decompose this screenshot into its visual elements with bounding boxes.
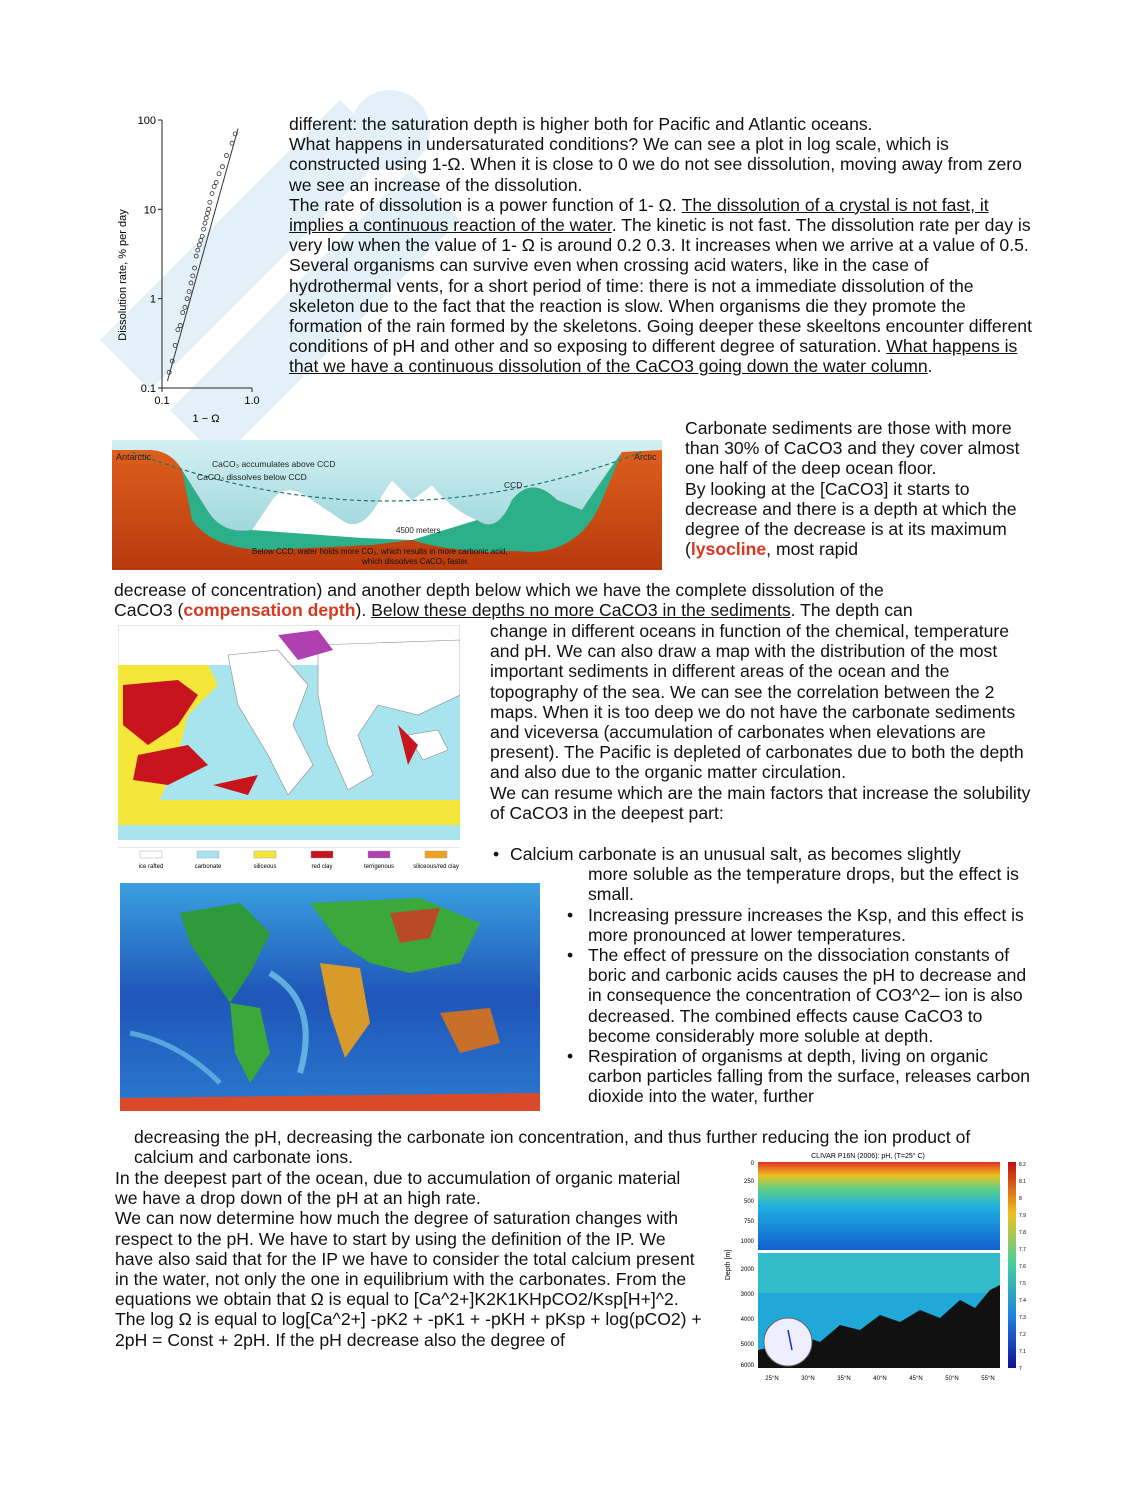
bullet-item-3 bbox=[490, 945, 1035, 1046]
bullet-text: Calcium carbonate is an unusual salt, as becomes slightly bbox=[510, 844, 961, 864]
data-point bbox=[183, 305, 187, 309]
depth-tick-label: 6000 bbox=[740, 1363, 754, 1369]
latitude-tick-label: 45°N bbox=[909, 1376, 923, 1382]
legend-label: carbonate bbox=[194, 864, 222, 870]
legend-swatch bbox=[140, 851, 162, 858]
data-point bbox=[176, 328, 180, 332]
bullet-item-4 bbox=[490, 1046, 1035, 1107]
bullet-list bbox=[490, 844, 1035, 1107]
text-block-2 bbox=[685, 418, 1035, 559]
data-point bbox=[196, 248, 200, 252]
latitude-tick-label: 40°N bbox=[873, 1376, 887, 1382]
y-tick-label: 0.1 bbox=[140, 383, 156, 395]
data-point bbox=[197, 243, 201, 247]
text-run: The rate of dissolution is a power function of 1- Ω. bbox=[289, 194, 682, 215]
dissolution-rate-chart bbox=[110, 110, 282, 430]
text-run: By looking at the [CaCO3] it starts to decrease and there is a depth at which the degree of the decrease is at its maximum ( bbox=[685, 478, 1017, 560]
data-point bbox=[194, 254, 198, 258]
y-tick-label: 100 bbox=[137, 115, 156, 127]
depth-label: 4500 meters bbox=[396, 526, 441, 535]
antarctic-label: Antarctic bbox=[116, 452, 152, 462]
chart-fit-line bbox=[167, 129, 238, 381]
depth-tick-label: 4000 bbox=[740, 1317, 754, 1323]
seafloor-topography-map bbox=[120, 883, 540, 1111]
latitude-tick-label: 30°N bbox=[801, 1376, 815, 1382]
bottom-caption-2: which dissolves CaCO₃ faster. bbox=[362, 557, 470, 566]
accumulate-label: CaCO₃ accumulates above CCD bbox=[212, 459, 336, 469]
bullet-item-2 bbox=[490, 905, 1035, 945]
paragraph: What happens in undersaturated conditions? We can see a plot in log scale, which is constructed using 1-Ω. When it is close to 0 we do not see dissolution, moving away from zero we see an increase of the dissolution. bbox=[289, 134, 1022, 195]
paragraph: We can now determine how much the degree of saturation changes with respect to the pH. We have to start by using the definition of the IP. We have also said that for the IP we have to consider the total calcium present in the water, not only the one in equilibrium with the carbonates. From the equations we obtain that Ω is equal to [Ca^2+]K2K1KHpCO2/Ksp[H+]^2. The log Ω is equal to log[Ca^2+] -pK2 + -pK1 + -pKH + pKsp + log(pCO2) + 2pH = Const + 2pH. If the pH decrease also the degree of bbox=[115, 1208, 702, 1350]
depth-tick-label: 3000 bbox=[740, 1292, 754, 1298]
bullet-marker: • bbox=[493, 844, 500, 864]
ccd-ocean-section bbox=[112, 440, 662, 570]
bullet-marker: • bbox=[567, 945, 574, 966]
latitude-tick-label: 55°N bbox=[981, 1376, 995, 1382]
data-point bbox=[189, 281, 193, 285]
arctic-label: Arctic bbox=[634, 452, 657, 462]
data-point bbox=[178, 324, 182, 328]
legend-swatch bbox=[425, 851, 447, 858]
underlined-text: Below these depths no more CaCO3 in the sediments bbox=[371, 600, 791, 621]
bullet-marker: • bbox=[567, 1046, 574, 1067]
legend-label: siliceous/red clay bbox=[413, 864, 459, 870]
data-point bbox=[207, 207, 211, 211]
paragraph: We can resume which are the main factors that increase the solubility of CaCO3 in the deepest part: bbox=[490, 782, 1031, 823]
paragraph bbox=[114, 600, 1034, 620]
bullet-text: Respiration of organisms at depth, living on organic carbon particles falling from the surface, releases carbon dioxide into the water, further bbox=[588, 1046, 1031, 1107]
paragraph: change in different oceans in function of the chemical, temperature and pH. We can also draw a map with the distribution of the most important sediments in different areas of the ocean and the topography of the sea. We can see the correlation between the 2 maps. When it is too deep we do not have the carbonate sediments and viceversa (accumulation of carbonates when elevations are present). The Pacific is depleted of carbonates due to both the depth and also due to the organic matter circulation. bbox=[490, 621, 1024, 783]
legend-label: siliceous bbox=[253, 864, 277, 870]
data-point bbox=[202, 227, 206, 231]
sediment-distribution-map bbox=[118, 625, 460, 870]
chart-y-label: Dissolution rate, % per day bbox=[117, 209, 129, 341]
colorbar-tick-label: 7.8 bbox=[1019, 1230, 1026, 1236]
paragraph: In the deepest part of the ocean, due to accumulation of organic material we have a drop down of the pH at an high rate. bbox=[115, 1168, 681, 1209]
depth-tick-label: 2000 bbox=[740, 1267, 754, 1273]
text-run: , most rapid bbox=[766, 539, 859, 560]
colorbar-tick-label: 7.6 bbox=[1019, 1264, 1026, 1270]
data-point bbox=[185, 297, 189, 301]
depth-tick-label: 5000 bbox=[740, 1342, 754, 1348]
colorbar-tick-label: 8 bbox=[1019, 1196, 1022, 1202]
ccd-label: CCD bbox=[504, 480, 523, 490]
paragraph bbox=[289, 195, 1034, 256]
data-point bbox=[187, 290, 191, 294]
data-point bbox=[217, 172, 221, 176]
colorbar-tick-label: 7.1 bbox=[1019, 1349, 1026, 1355]
data-point bbox=[208, 200, 212, 204]
colorbar-tick-label: 7.5 bbox=[1019, 1281, 1026, 1287]
bullet-text: more soluble as the temperature drops, but the effect is small. bbox=[588, 864, 1019, 905]
data-point bbox=[230, 141, 234, 145]
colorbar-tick-label: 7 bbox=[1019, 1366, 1022, 1372]
legend-swatch bbox=[368, 851, 390, 858]
bullet-item-1 bbox=[490, 844, 1035, 905]
depth-tick-label: 1000 bbox=[740, 1239, 754, 1245]
data-point bbox=[220, 165, 224, 169]
depth-tick-label: 750 bbox=[743, 1219, 754, 1225]
data-point bbox=[212, 185, 216, 189]
data-point bbox=[193, 266, 197, 270]
text-run: CaCO3 ( bbox=[114, 600, 184, 621]
colorbar-tick-label: 7.7 bbox=[1019, 1247, 1026, 1253]
data-point bbox=[191, 274, 195, 278]
colorbar-tick-label: 8.1 bbox=[1019, 1179, 1026, 1185]
underlined-text: The dissolution of a crystal is not fast, it implies a continuous reaction of the water bbox=[289, 194, 989, 236]
data-point bbox=[173, 343, 177, 347]
paragraph: decrease of concentration) and another depth below which we have the complete dissolution of the bbox=[114, 580, 884, 600]
text-block-3 bbox=[114, 580, 1034, 620]
latitude-tick-label: 25°N bbox=[765, 1376, 779, 1382]
bullet-text: The effect of pressure on the dissociation constants of boric and carbonic acids causes the pH to decrease and in consequence the concentration of CO3^2– ion is also decreased. The combined effects cause CaCO3 to become considerably more soluble at depth. bbox=[588, 945, 1027, 1046]
ph-y-label: Depth [m] bbox=[725, 1249, 732, 1281]
data-point bbox=[205, 211, 209, 215]
legend-label: red clay bbox=[311, 864, 333, 870]
chart-x-label: 1 − Ω bbox=[192, 413, 220, 425]
data-point bbox=[204, 216, 208, 220]
y-tick-label: 10 bbox=[143, 204, 156, 217]
legend-swatch bbox=[197, 851, 219, 858]
latitude-tick-label: 50°N bbox=[945, 1376, 959, 1382]
y-tick-label: 1 bbox=[149, 293, 156, 306]
text-block-5 bbox=[115, 1168, 705, 1350]
legend-swatch bbox=[311, 851, 333, 858]
paragraph: Carbonate sediments are those with more than 30% of CaCO3 and they cover almost one half of the deep ocean floor. bbox=[685, 418, 1020, 479]
bullet-text: Increasing pressure increases the Ksp, and this effect is more pronounced at lower temperatures. bbox=[588, 904, 1024, 945]
data-point bbox=[224, 154, 228, 158]
text-run: . bbox=[927, 356, 933, 377]
legend-label: terrigenous bbox=[363, 864, 395, 870]
text-block-1 bbox=[289, 114, 1034, 377]
colorbar-tick-label: 7.2 bbox=[1019, 1332, 1026, 1338]
bullet-marker: • bbox=[567, 904, 574, 925]
ph-title: CLIVAR P16N (2006): pH, (T=25° C) bbox=[811, 1153, 925, 1160]
colorbar-tick-label: 7.9 bbox=[1019, 1213, 1026, 1219]
depth-tick-label: 250 bbox=[743, 1179, 754, 1185]
x-tick-label: 0.1 bbox=[154, 395, 170, 407]
colorbar-tick-label: 7.3 bbox=[1019, 1315, 1026, 1321]
legend-swatch bbox=[254, 851, 276, 858]
depth-tick-label: 0 bbox=[750, 1161, 754, 1167]
data-point bbox=[199, 238, 203, 242]
text-run: . The kinetic is not fast. The dissolution rate per day is very low when the value of 1- Ω is around 0.2 0.3. It increases when we arrive at a value of 0.5. bbox=[289, 215, 1031, 256]
compensation-depth-term: compensation depth bbox=[183, 600, 356, 621]
text-block-4 bbox=[490, 621, 1035, 823]
colorbar-tick-label: 8.2 bbox=[1019, 1162, 1026, 1168]
text-run: ). bbox=[355, 600, 372, 621]
data-point bbox=[210, 192, 214, 196]
colorbar-tick-label: 7.4 bbox=[1019, 1298, 1026, 1304]
x-tick-label: 1.0 bbox=[244, 395, 260, 407]
bottom-caption-1: Below CCD, water holds more CO₂, which results in more carbonic acid, bbox=[252, 547, 508, 556]
lysocline-term: lysocline bbox=[690, 539, 767, 560]
text-run: . The depth can bbox=[790, 600, 913, 621]
data-point bbox=[181, 311, 185, 315]
text-run: Several organisms can survive even when crossing acid waters, like in the case of hydrothermal vents, for a short period of time: there is not a immediate dissolution of the skeleton due to the fact that the reaction is slow. When organisms die they promote the formation of the rain formed by the skeletons. Going deeper these skeeltons encounter different conditions of pH and other and so exposing to different degree of saturation. bbox=[289, 255, 1032, 357]
dissolve-label: CaCO₃ dissolves below CCD bbox=[197, 472, 307, 482]
legend-label: ice rafted bbox=[138, 864, 164, 870]
ph-depth-section bbox=[720, 1150, 1030, 1388]
paragraph bbox=[289, 255, 1034, 376]
paragraph: different: the saturation depth is higher both for Pacific and Atlantic oceans. bbox=[289, 114, 873, 134]
paragraph bbox=[685, 479, 1035, 560]
data-point bbox=[200, 234, 204, 238]
bullet-text: decreasing the pH, decreasing the carbonate ion concentration, and thus further reducing the ion product of calcium and carbonate ions. bbox=[134, 1127, 971, 1168]
data-point bbox=[214, 180, 218, 184]
depth-tick-label: 500 bbox=[743, 1199, 754, 1205]
underlined-text: What happens is that we have a continuous dissolution of the CaCO3 going down the water column bbox=[289, 336, 1018, 377]
latitude-tick-label: 35°N bbox=[837, 1376, 851, 1382]
data-point bbox=[203, 221, 207, 225]
